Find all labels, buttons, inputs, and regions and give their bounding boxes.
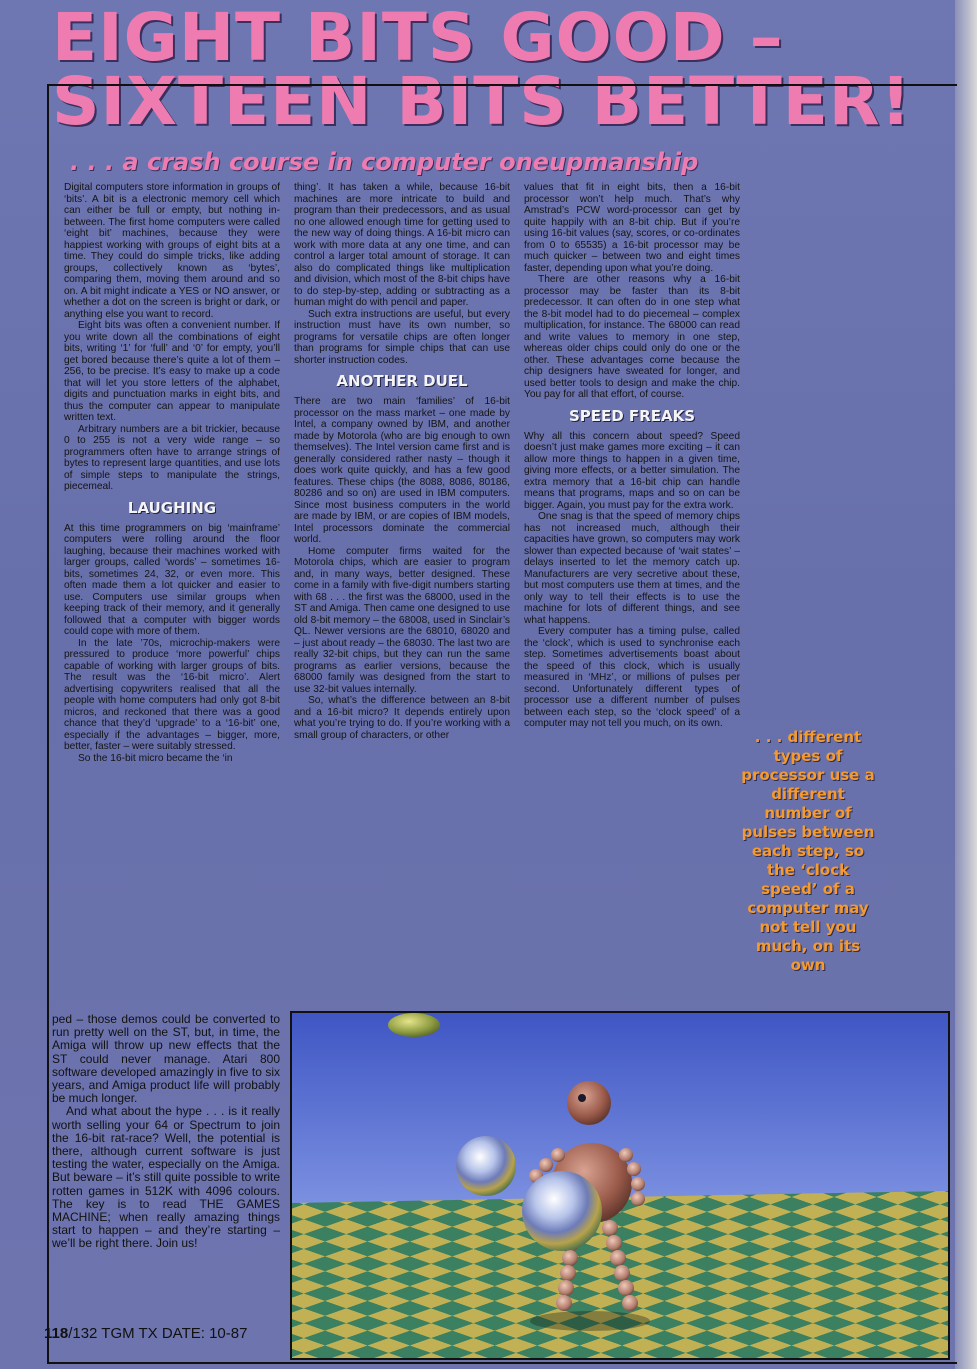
- paragraph: Arbitrary numbers are a bit trickier, because 0 to 255 is not a very wide range – so programmers often have to arrange strings of bytes to represent large quantities, and use lots of simple steps to manipulate the strings, piecemeal.: [64, 423, 280, 492]
- section-heading-another-duel: ANOTHER DUEL: [336, 372, 468, 390]
- folio-details: /132 TGM TX DATE: 10-87: [68, 1325, 248, 1342]
- paragraph: So the 16-bit micro became the ‘in: [78, 752, 233, 764]
- chrome-sphere-left: [456, 1136, 516, 1196]
- paragraph: values that fit in eight bits, then a 16-bit processor won’t help much. That’s why Amstrad’s PCW word-processor can get by quite happily with an 8-bit chip. But if you’re using 16-bit values (say, scores, or co-ordinates from 0 to 65535) a 16-bit processor may be much quicker – between two and eight times faster, depending upon what you’re doing.: [524, 182, 740, 274]
- paragraph: In the late ’70s, microchip-makers were pressured to produce ‘more powerful’ chips capable of working with larger groups of bits. The result was the ‘16-bit micro’. Alert advertising copywriters realised that all the people with home computers had only got 8-bit micros, and reckoned that there was a good chance that they’d ‘upgrade’ to a ‘16-bit’ one, especially if the advantages – bigger, more, better, faster – were suitably stressed.: [64, 637, 280, 752]
- column-2: [294, 182, 510, 741]
- paragraph: There are other reasons why a 16-bit processor may be faster than its 8-bit predecessor. It can often do in one step what the 8-bit model had to do piecemeal – complex multiplication, for instance. The 68000 can read and write values to memory in one step, whereas older chips could only do one or the other. These advantages come because the chip designers have sweated for longer, and used better tools to design and make the chip. You pay for all that effort, of course.: [524, 274, 740, 400]
- raytraced-juggler-image: [290, 1011, 950, 1360]
- page-edge: [955, 0, 977, 1369]
- paragraph: Digital computers store information in groups of ‘bits’. A bit is a electronic memory cell which can either be full or empty, but nothing in-between. The first home computers were called ‘eight bit’ machines, because they were happiest working with groups of eight bits at a time. They could do simple tricks, like adding groups, collectively known as ‘bytes’, comparing them, moving them around and so on. A bit might indicate a YES or NO answer, or whether a dot on the screen is bright or dark, or anything else you want to record.: [64, 182, 280, 320]
- figure-shadow: [530, 1311, 650, 1331]
- chrome-sphere-center: [522, 1171, 602, 1251]
- page-number: 118: [44, 1325, 69, 1342]
- headline-line-1: EIGHT BITS GOOD –: [52, 0, 784, 76]
- paragraph: Home computer firms waited for the Motorola chips, which are easier to program and, in many ways, better designed. These come in a family with five-digit numbers starting with 68 . . . the first was the 68000, used in the ST and Amiga. Then came one designed to use old 8-bit memory – the 68008, used in Sinclair’s QL. Newer versions are the 68010, 68020 and – just about ready – the 68030. The last two are really 32-bit chips, but they can run the same programs as earlier versions, because the 68000 family was designed from the start to use 32-bit values internally.: [294, 545, 510, 695]
- section-heading-speed-freaks: SPEED FREAKS: [568, 406, 696, 425]
- column-3: [524, 182, 740, 729]
- subtitle: . . . a crash course in computer oneupmanship: [70, 148, 699, 176]
- paragraph: Every computer has a timing pulse, called the ‘clock’, which is used to synchronise each step. Sometimes advertisements boast about the speed of this clock, which is usually measured in ‘MHz’, or millions of pulses per second. Unfortunately different types of processor use a different number of pulses between each step, so the ‘clock speed’ of a computer may not tell you much, on its own.: [524, 626, 740, 729]
- paragraph: Why all this concern about speed? Speed doesn’t just make games more exciting – it can allow more things to happen in a given time, giving more effects, or a better simulation. The extra memory that a 16-bit chip can handle means that programs, maps and so on can be bigger. Again, you must pay for the extra work.: [524, 430, 740, 511]
- headline-line-2: SIXTEEN BITS BETTER!: [52, 63, 912, 140]
- page-folio: [44, 1325, 247, 1342]
- paragraph: At this time programmers on big ‘mainframe’ computers were rolling around the floor laughing, because their machines worked with larger groups, called ‘words’ – sometimes 16-bits, sometimes 24, 32, or even more. This often made them a lot quicker and easier to use. Computers use similar groups when keeping track of their memory, and it generally followed that a computer with bigger words could cope with more of them.: [64, 522, 280, 637]
- article-body: [64, 182, 740, 764]
- juggler-head: [567, 1081, 611, 1125]
- paragraph: ped – those demos could be converted to run pretty well on the ST, but, in time, the Amiga will throw up new effects that the ST could never manage. Atari 800 software developed amazingly in five to six years, and Amiga product life will probably be much longer.: [52, 1012, 280, 1106]
- section-heading-laughing: LAUGHING: [127, 498, 217, 517]
- column-1: [64, 182, 280, 764]
- paragraph: There are two main ‘families’ of 16-bit processor on the mass market – one made by Intel, a company owned by IBM, and another made by Motorola (who are big enough to own themselves). The Intel version came first and is generally considered rather nasty – though it does work quite quickly, and has a few good features. These chips (the 8088, 8086, 80186, 80286 and so on) are used in IBM computers. Since most business computers in the world are made by IBM, or are copies of IBM models, Intel processors dominate the commercial world.: [294, 396, 510, 545]
- paragraph: thing’. It has taken a while, because 16-bit machines are more intricate to build and program than their predecessors, and as usual no one allowed enough time for getting used to the new way of doing things. A 16-bit micro can work with more data at any one time, and can control a larger total amount of storage. It can also do complicated things like multiplication and division, which most of the 8-bit chips have to do step-by-step, adding or subtracting as a human might do with pencil and paper.: [294, 182, 510, 308]
- floating-ball: [388, 1013, 440, 1037]
- paragraph: Eight bits was often a convenient number. If you write down all the combinations of eight bits, writing ‘1’ for ‘full’ and ‘0’ for empty, you’ll get bored because there’s quite a lot of them – 256, to be precise. It’s easy to make up a code that will let you store letters of the alphabet, digits and punctuation marks in eight bits, and thus the computer can appear to manipulate written text.: [64, 320, 280, 423]
- paragraph: So, what’s the difference between an 8-bit and a 16-bit micro? It depends entirely upon what you’re trying to do. If you’re working with a small group of characters, or other: [294, 695, 510, 741]
- headline: [52, 0, 912, 140]
- paragraph: Such extra instructions are useful, but every instruction must have its own number, so programs for versatile chips are often longer than programs for simple chips that can use shorter instruction codes.: [294, 308, 510, 366]
- lower-column: [52, 1013, 280, 1251]
- juggler-eye: [578, 1094, 586, 1102]
- paragraph: And what about the hype . . . is it really worth selling your 64 or Spectrum to join the 16-bit rat-race? Well, the potential is there, although current software is just testing the water, especially on the Amiga. But beware – it’s still quite possible to write rotten games in 512K with 4096 colours. The key is to read THE GAMES MACHINE; when really amazing things start to happen – and they’re starting – we’ll be right there. Join us!: [52, 1104, 280, 1251]
- juggler-illustration: [292, 1013, 948, 1358]
- paragraph: One snag is that the speed of memory chips has not increased much, although their capacities have grown, so computers may work slower than expected because of ‘wait states’ – delays inserted to let the memory catch up. Manufacturers are very secretive about these, but most computers use them at times, and the only way to tell their effects is to use the machine for lots of different things, and see what happens.: [524, 511, 740, 626]
- pull-quote: . . . different types of processor use a different number of pulses between each step, so the ‘clock speed’ of a computer may not tell you much, on its own: [741, 728, 875, 974]
